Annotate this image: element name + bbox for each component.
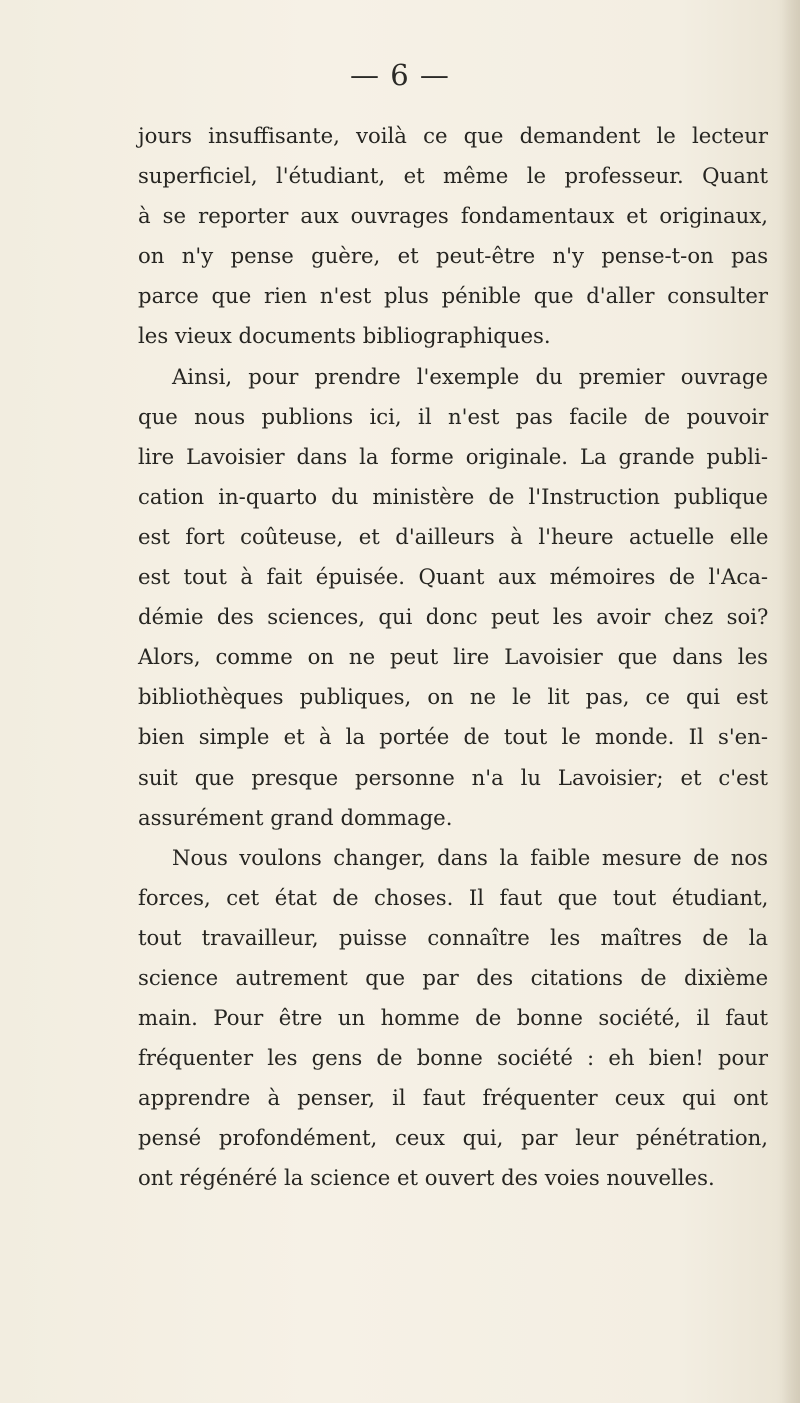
text-line: Ainsi, pour prendre l'exemple du premier ouvrage bbox=[172, 363, 768, 389]
text-line: lire Lavoisier dans la forme originale. La grande publi- bbox=[138, 443, 768, 469]
text-line: bien simple et à la portée de tout le monde. Il s'en- bbox=[138, 724, 768, 750]
text-line: démie des sciences, qui donc peut les avoir chez soi? bbox=[138, 604, 769, 630]
text-line: cation in-quarto du ministère de l'Instruction publique bbox=[138, 483, 768, 509]
text-line: est fort coûteuse, et d'ailleurs à l'heure actuelle elle bbox=[138, 523, 769, 549]
paragraph-1 bbox=[138, 116, 768, 357]
text-line: les vieux documents bibliographiques. bbox=[138, 323, 551, 349]
text-line: science autrement que par des citations de dixième bbox=[138, 964, 769, 990]
text-line: bibliothèques publiques, on ne le lit pas, ce qui est bbox=[138, 684, 768, 710]
text-line: Alors, comme on ne peut lire Lavoisier que dans les bbox=[138, 644, 768, 670]
paragraph-2 bbox=[138, 357, 768, 838]
text-line: ont régénéré la science et ouvert des voies nouvelles. bbox=[138, 1165, 715, 1191]
text-line: parce que rien n'est plus pénible que d'aller consulter bbox=[138, 283, 768, 309]
text-line: apprendre à penser, il faut fréquenter ceux qui ont bbox=[138, 1085, 768, 1111]
paragraph-3 bbox=[138, 838, 768, 1199]
text-line: pensé profondément, ceux qui, par leur pénétration, bbox=[138, 1125, 769, 1151]
text-line: tout travailleur, puisse connaître les maîtres de la bbox=[138, 924, 768, 950]
text-line: on n'y pense guère, et peut-être n'y pense-t-on pas bbox=[138, 243, 769, 269]
page-edge-shadow bbox=[782, 0, 800, 1403]
body-text bbox=[138, 116, 768, 1199]
text-line: est tout à fait épuisée. Quant aux mémoires de l'Aca- bbox=[138, 564, 769, 590]
text-line: fréquenter les gens de bonne société : eh bien! pour bbox=[138, 1045, 769, 1071]
text-line: forces, cet état de choses. Il faut que tout étudiant, bbox=[138, 884, 769, 910]
text-line: superficiel, l'étudiant, et même le professeur. Quant bbox=[138, 163, 768, 189]
text-line: suit que presque personne n'a lu Lavoisier; et c'est bbox=[138, 764, 768, 790]
text-line: Nous voulons changer, dans la faible mesure de nos bbox=[172, 844, 768, 870]
text-line: assurément grand dommage. bbox=[138, 804, 453, 830]
page-number: — 6 — bbox=[350, 58, 450, 92]
text-line: à se reporter aux ouvrages fondamentaux et originaux, bbox=[138, 203, 768, 229]
text-line: jours insuffisante, voilà ce que demandent le lecteur bbox=[138, 123, 768, 148]
text-line: que nous publions ici, il n'est pas facile de pouvoir bbox=[138, 403, 769, 429]
text-line: main. Pour être un homme de bonne société, il faut bbox=[138, 1005, 768, 1031]
